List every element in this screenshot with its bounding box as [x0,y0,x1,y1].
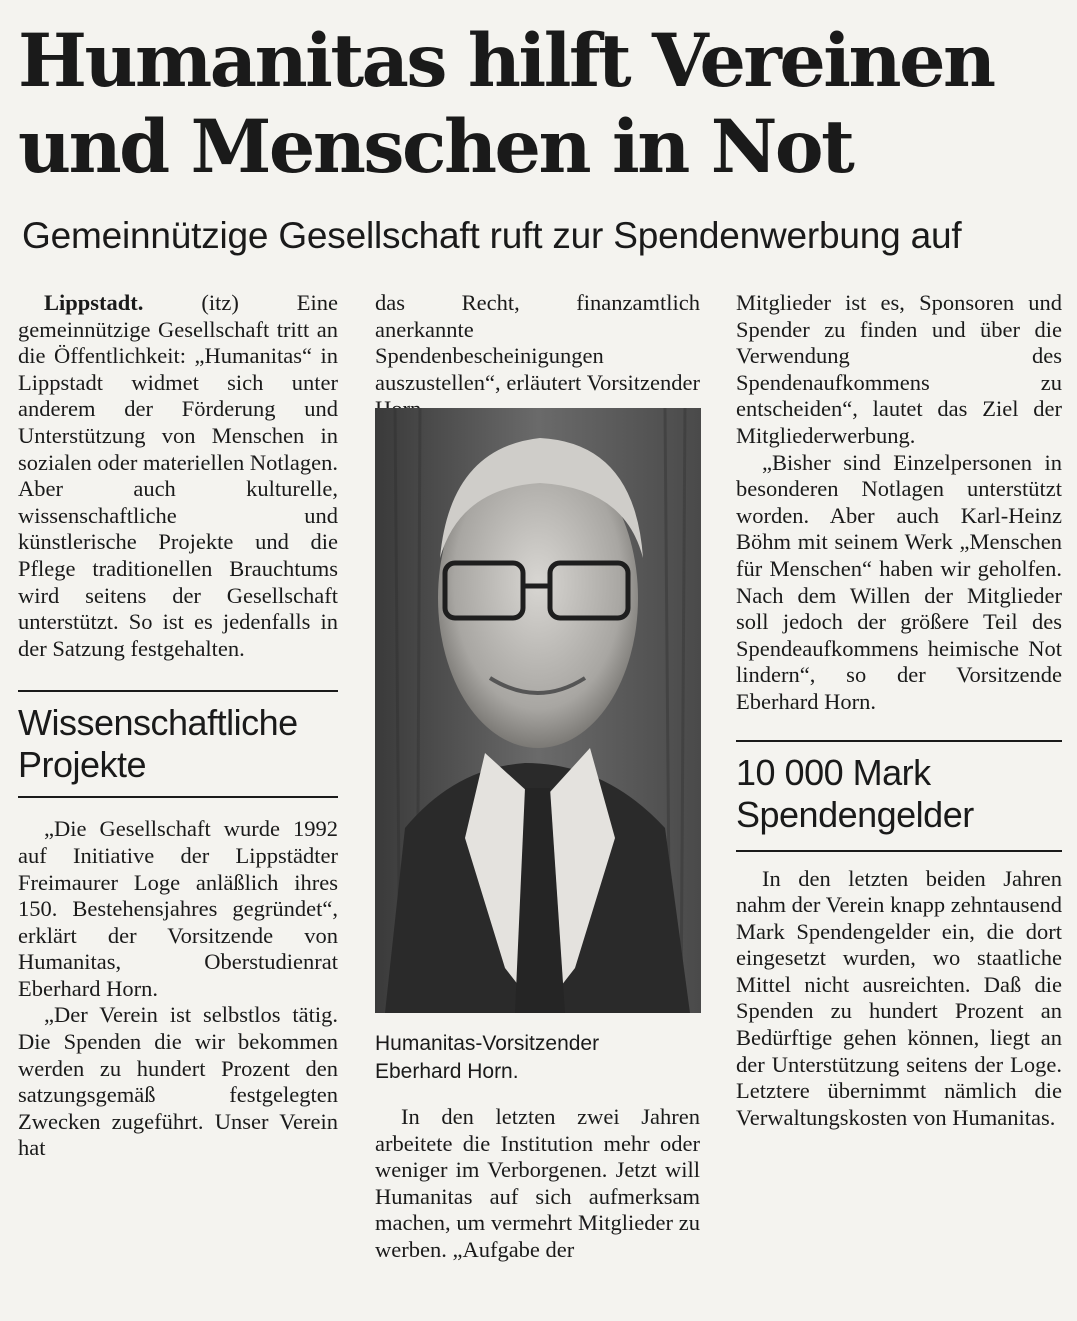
section-rule-bottom-2 [736,850,1062,852]
section-rule-top-2 [736,740,1062,742]
paragraph-selbstlos: „Der Verein ist selbstlos tätig. Die Spenden die wir bekommen werden zu hundert Prozent den satzungsgemäß festgelegten Zwecken zugeführt. Unser Verein hat [18,1002,338,1161]
paragraph-verborgenen: In den letzten zwei Jahren arbeitete die Institution mehr oder weniger im Verborgenen. Jetzt will Humanitas auf sich aufmerksam machen, um vermehrt Mitglieder zu werben. „Aufgabe der [375,1104,700,1262]
section-subtitle-spendengelder [736,752,1062,836]
column-1 [18,290,338,1162]
photo-caption [375,1030,705,1086]
paragraph-mitglieder: Mitglieder ist es, Sponsoren und Spender zu finden und über die Verwendung des Spendenaufkommens zu entscheiden“, lautet das Ziel der Mitgliederwerbung. [736,290,1062,448]
section-rule-top [18,690,338,692]
intro-text: (itz) Eine gemeinnützige Gesellschaft tritt an die Öffentlichkeit: „Humanitas“ in Lippstadt widmet sich unter anderem der Förderung und Unterstützung von Menschen in sozialen oder materiellen Notlagen. Aber auch kulturelle, wissenschaftliche und künstlerische Projekte und die Pflege traditionellen Brauchtums wird seitens der Gesellschaft unterstützt. So ist es jedenfalls in der Satzung festgehalten. [18,290,338,661]
paragraph-recht: das Recht, finanzamtlich anerkannte Spendenbescheinigungen auszustellen“, erläutert Vorsitzender [375,290,700,395]
headline-line-2: und Menschen in Not [18,104,853,190]
portrait-figure [375,408,701,1013]
dateline: Lippstadt. [44,290,144,315]
column-3 [736,290,1062,1131]
column-2-lower [375,1104,700,1264]
intro-paragraph [18,290,338,662]
subheadline: Gemeinnützige Gesellschaft ruft zur Spendenwerbung auf [22,215,962,256]
paragraph-bisher: „Bisher sind Einzelpersonen in besonderen Notlagen unterstützt worden. Aber auch Karl-Heinz Böhm mit seinem Werk „Menschen für Menschen“ haben wir geholfen. Nach dem Willen der Mitglieder soll jedoch der größere Teil des Spendeaufkommens heimische Not lindern“, so der Vorsitzende Eberhard Horn. [736,449,1062,714]
subtitle-line-2: Spendengelder [736,793,974,835]
headline-line-1: Humanitas hilft Vereinen [18,18,994,104]
paragraph-zehntausend: In den letzten beiden Jahren nahm der Verein knapp zehntausend Mark Spendengelder ein, die dort eingesetzt wurden, wo staatliche Mittel nicht ausreichten. Daß die Spenden zu hundert Prozent an Bedürftige gehen können, liegt an der Unterstützung seitens der Loge. Letztere übernimmt nämlich die Verwaltungskosten von Humanitas. [736,865,1062,1130]
headline [18,18,1068,190]
paragraph-founding: „Die Gesellschaft wurde 1992 auf Initiative der Lippstädter Freimaurer Loge anläßlich ihres 150. Bestehensjahres gegründet“, erklärt der Vorsitzende von Humanitas, Oberstudienrat Eberhard Horn. [18,816,338,1001]
column-2 [375,290,700,423]
caption-line-1: Humanitas-Vorsitzender [375,1032,600,1055]
subtitle-line-1: 10 000 Mark [736,751,931,793]
section-subtitle-wissenschaftliche-projekte: Wissenschaftliche Projekte [18,702,298,786]
section-rule-bottom [18,796,338,798]
portrait-photo [375,408,701,1013]
caption-line-2: Eberhard Horn. [375,1060,519,1083]
